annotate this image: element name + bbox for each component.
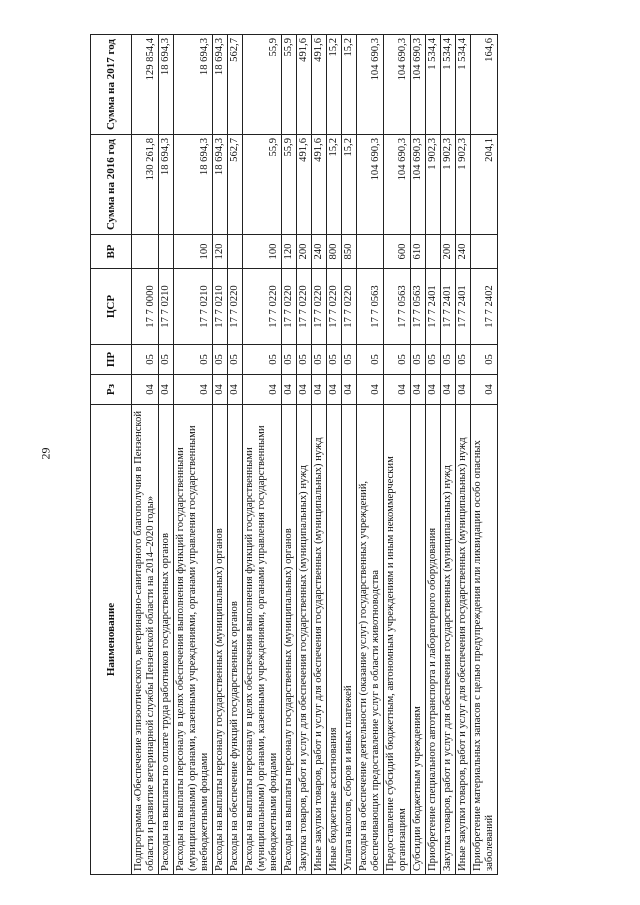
cell-pr: 05	[243, 345, 282, 375]
cell-rz: 04	[228, 375, 243, 405]
cell-sum-2016: 55,9	[243, 135, 282, 235]
cell-name: Иные закупки товаров, работ и услуг для обеспечения государственных (муниципальных) нужд	[312, 405, 327, 875]
cell-rz: 04	[297, 375, 312, 405]
cell-sum-2017: 129 854,4	[132, 35, 159, 135]
cell-name: Уплата налогов, сборов и иных платежей	[342, 405, 357, 875]
header-row	[91, 35, 132, 875]
cell-name: Расходы на выплаты персоналу государственных (муниципальных) органов	[213, 405, 228, 875]
cell-rz: 04	[384, 375, 411, 405]
cell-sum-2017: 15,2	[342, 35, 357, 135]
cell-sum-2016: 562,7	[228, 135, 243, 235]
cell-name: Расходы на выплаты персоналу в целях обеспечения выполнения функций государственными (муниципальными) органами, казенными учреждениями, органами управления государственными внебюджетными фондами	[243, 405, 282, 875]
cell-sum-2016: 18 694,3	[213, 135, 228, 235]
cell-csr: 17 7 0220	[243, 269, 282, 345]
cell-sum-2016: 1 902,3	[456, 135, 471, 235]
cell-vr	[228, 235, 243, 269]
cell-csr: 17 7 0220	[342, 269, 357, 345]
table-row	[243, 35, 282, 875]
table-row	[132, 35, 159, 875]
cell-sum-2017: 562,7	[228, 35, 243, 135]
cell-vr: 100	[243, 235, 282, 269]
rotated-page	[90, 35, 638, 875]
cell-vr: 800	[327, 235, 342, 269]
table-row	[357, 35, 384, 875]
cell-sum-2017: 104 690,3	[411, 35, 426, 135]
cell-csr: 17 7 0210	[174, 269, 213, 345]
cell-vr: 200	[441, 235, 456, 269]
cell-rz: 04	[174, 375, 213, 405]
cell-sum-2016: 104 690,3	[384, 135, 411, 235]
header-rz: Рз	[91, 375, 132, 405]
cell-sum-2016: 15,2	[342, 135, 357, 235]
cell-vr: 120	[213, 235, 228, 269]
table-row	[471, 35, 498, 875]
cell-rz: 04	[441, 375, 456, 405]
cell-sum-2017: 55,9	[282, 35, 297, 135]
cell-name: Иные бюджетные ассигнования	[327, 405, 342, 875]
cell-pr: 05	[174, 345, 213, 375]
cell-sum-2017: 1 534,4	[441, 35, 456, 135]
cell-name: Расходы на выплаты персоналу государственных (муниципальных) органов	[282, 405, 297, 875]
cell-csr: 17 7 2401	[456, 269, 471, 345]
cell-sum-2016: 18 694,3	[159, 135, 174, 235]
table-row	[282, 35, 297, 875]
cell-sum-2016: 491,6	[297, 135, 312, 235]
cell-pr: 05	[228, 345, 243, 375]
cell-csr: 17 7 0563	[357, 269, 384, 345]
cell-name: Расходы на выплаты по оплате труда работников государственных органов	[159, 405, 174, 875]
cell-name: Расходы на обеспечение функций государственных органов	[228, 405, 243, 875]
cell-sum-2017: 1 534,4	[426, 35, 441, 135]
cell-name: Приобретение специального автотранспорта и лабораторного оборудования	[426, 405, 441, 875]
cell-vr: 600	[384, 235, 411, 269]
table-row	[228, 35, 243, 875]
cell-vr	[159, 235, 174, 269]
cell-vr	[471, 235, 498, 269]
cell-csr: 17 7 0220	[327, 269, 342, 345]
cell-sum-2017: 18 694,3	[174, 35, 213, 135]
cell-rz: 04	[327, 375, 342, 405]
table-row	[297, 35, 312, 875]
cell-sum-2017: 18 694,3	[159, 35, 174, 135]
cell-csr: 17 7 2401	[426, 269, 441, 345]
cell-rz: 04	[357, 375, 384, 405]
page-number: 29	[38, 447, 53, 460]
cell-pr: 05	[213, 345, 228, 375]
cell-sum-2016: 491,6	[312, 135, 327, 235]
table-row	[441, 35, 456, 875]
cell-sum-2016: 1 902,3	[426, 135, 441, 235]
cell-sum-2016: 104 690,3	[411, 135, 426, 235]
header-csr: ЦСР	[91, 269, 132, 345]
cell-csr: 17 7 2401	[441, 269, 456, 345]
cell-sum-2017: 104 690,3	[384, 35, 411, 135]
cell-sum-2017: 1 534,4	[456, 35, 471, 135]
table-row	[312, 35, 327, 875]
header-sum-2017: Сумма на 2017 год	[91, 35, 132, 135]
header-name: Наименование	[91, 405, 132, 875]
table-row	[456, 35, 471, 875]
cell-pr: 05	[312, 345, 327, 375]
cell-pr: 05	[426, 345, 441, 375]
cell-sum-2017: 104 690,3	[357, 35, 384, 135]
budget-table	[90, 34, 498, 875]
cell-name: Расходы на обеспечение деятельности (оказание услуг) государственных учреждений, обеспечивающих предоставление услуг в области животноводства	[357, 405, 384, 875]
cell-rz: 04	[159, 375, 174, 405]
table-row	[213, 35, 228, 875]
cell-pr: 05	[441, 345, 456, 375]
cell-name: Иные закупки товаров, работ и услуг для обеспечения государственных (муниципальных) нужд	[456, 405, 471, 875]
cell-csr: 17 7 0220	[228, 269, 243, 345]
cell-rz: 04	[342, 375, 357, 405]
cell-csr: 17 7 0220	[297, 269, 312, 345]
cell-name: Приобретение материальных запасов с целью предупреждения или ликвидации особо опасных заболеваний	[471, 405, 498, 875]
cell-rz: 04	[456, 375, 471, 405]
cell-csr: 17 7 0220	[282, 269, 297, 345]
cell-pr: 05	[471, 345, 498, 375]
header-vr: ВР	[91, 235, 132, 269]
table-row	[159, 35, 174, 875]
cell-rz: 04	[471, 375, 498, 405]
cell-vr: 610	[411, 235, 426, 269]
cell-sum-2016: 104 690,3	[357, 135, 384, 235]
cell-sum-2017: 55,9	[243, 35, 282, 135]
cell-vr	[132, 235, 159, 269]
cell-sum-2017: 491,6	[312, 35, 327, 135]
cell-pr: 05	[132, 345, 159, 375]
cell-rz: 04	[411, 375, 426, 405]
cell-vr: 100	[174, 235, 213, 269]
cell-rz: 04	[282, 375, 297, 405]
cell-name: Субсидии бюджетным учреждениям	[411, 405, 426, 875]
header-pr: ПР	[91, 345, 132, 375]
cell-pr: 05	[327, 345, 342, 375]
cell-pr: 05	[357, 345, 384, 375]
cell-pr: 05	[384, 345, 411, 375]
cell-name: Предоставление субсидий бюджетным, автономным учреждениям и иным некоммерческим организациям	[384, 405, 411, 875]
cell-pr: 05	[159, 345, 174, 375]
cell-pr: 05	[297, 345, 312, 375]
cell-sum-2017: 18 694,3	[213, 35, 228, 135]
cell-rz: 04	[213, 375, 228, 405]
cell-sum-2016: 130 261,8	[132, 135, 159, 235]
table-row	[426, 35, 441, 875]
cell-vr: 120	[282, 235, 297, 269]
cell-name: Расходы на выплаты персоналу в целях обеспечения выполнения функций государственными (муниципальными) органами, казенными учреждениями, органами управления государственными внебюджетными фондами	[174, 405, 213, 875]
table-row	[411, 35, 426, 875]
cell-vr: 200	[297, 235, 312, 269]
table-body	[132, 35, 498, 875]
cell-sum-2016: 204,1	[471, 135, 498, 235]
cell-pr: 05	[282, 345, 297, 375]
cell-csr: 17 7 0563	[411, 269, 426, 345]
cell-rz: 04	[243, 375, 282, 405]
cell-vr: 240	[312, 235, 327, 269]
cell-vr	[426, 235, 441, 269]
cell-sum-2016: 18 694,3	[174, 135, 213, 235]
cell-sum-2017: 15,2	[327, 35, 342, 135]
cell-vr	[357, 235, 384, 269]
cell-csr: 17 7 0220	[312, 269, 327, 345]
cell-sum-2016: 15,2	[327, 135, 342, 235]
cell-rz: 04	[132, 375, 159, 405]
table-row	[327, 35, 342, 875]
cell-csr: 17 7 0000	[132, 269, 159, 345]
cell-vr: 240	[456, 235, 471, 269]
cell-sum-2016: 55,9	[282, 135, 297, 235]
cell-csr: 17 7 0210	[159, 269, 174, 345]
cell-pr: 05	[342, 345, 357, 375]
cell-name: Закупка товаров, работ и услуг для обеспечения государственных (муниципальных) нужд	[297, 405, 312, 875]
table-row	[174, 35, 213, 875]
header-sum-2016: Сумма на 2016 год	[91, 135, 132, 235]
table-row	[342, 35, 357, 875]
cell-pr: 05	[456, 345, 471, 375]
cell-vr: 850	[342, 235, 357, 269]
cell-csr: 17 7 0563	[384, 269, 411, 345]
cell-csr: 17 7 0210	[213, 269, 228, 345]
cell-rz: 04	[312, 375, 327, 405]
cell-rz: 04	[426, 375, 441, 405]
table-row	[384, 35, 411, 875]
cell-sum-2016: 1 902,3	[441, 135, 456, 235]
cell-name: Закупка товаров, работ и услуг для обеспечения государственных (муниципальных) нужд	[441, 405, 456, 875]
cell-csr: 17 7 2402	[471, 269, 498, 345]
cell-sum-2017: 164,6	[471, 35, 498, 135]
cell-sum-2017: 491,6	[297, 35, 312, 135]
cell-name: Подпрограмма «Обеспечение эпизоотического, ветеринарно-санитарного благополучия в Пензенской области и развитие ветеринарной службы Пензенской области на 2014–2020 годы»	[132, 405, 159, 875]
cell-pr: 05	[411, 345, 426, 375]
